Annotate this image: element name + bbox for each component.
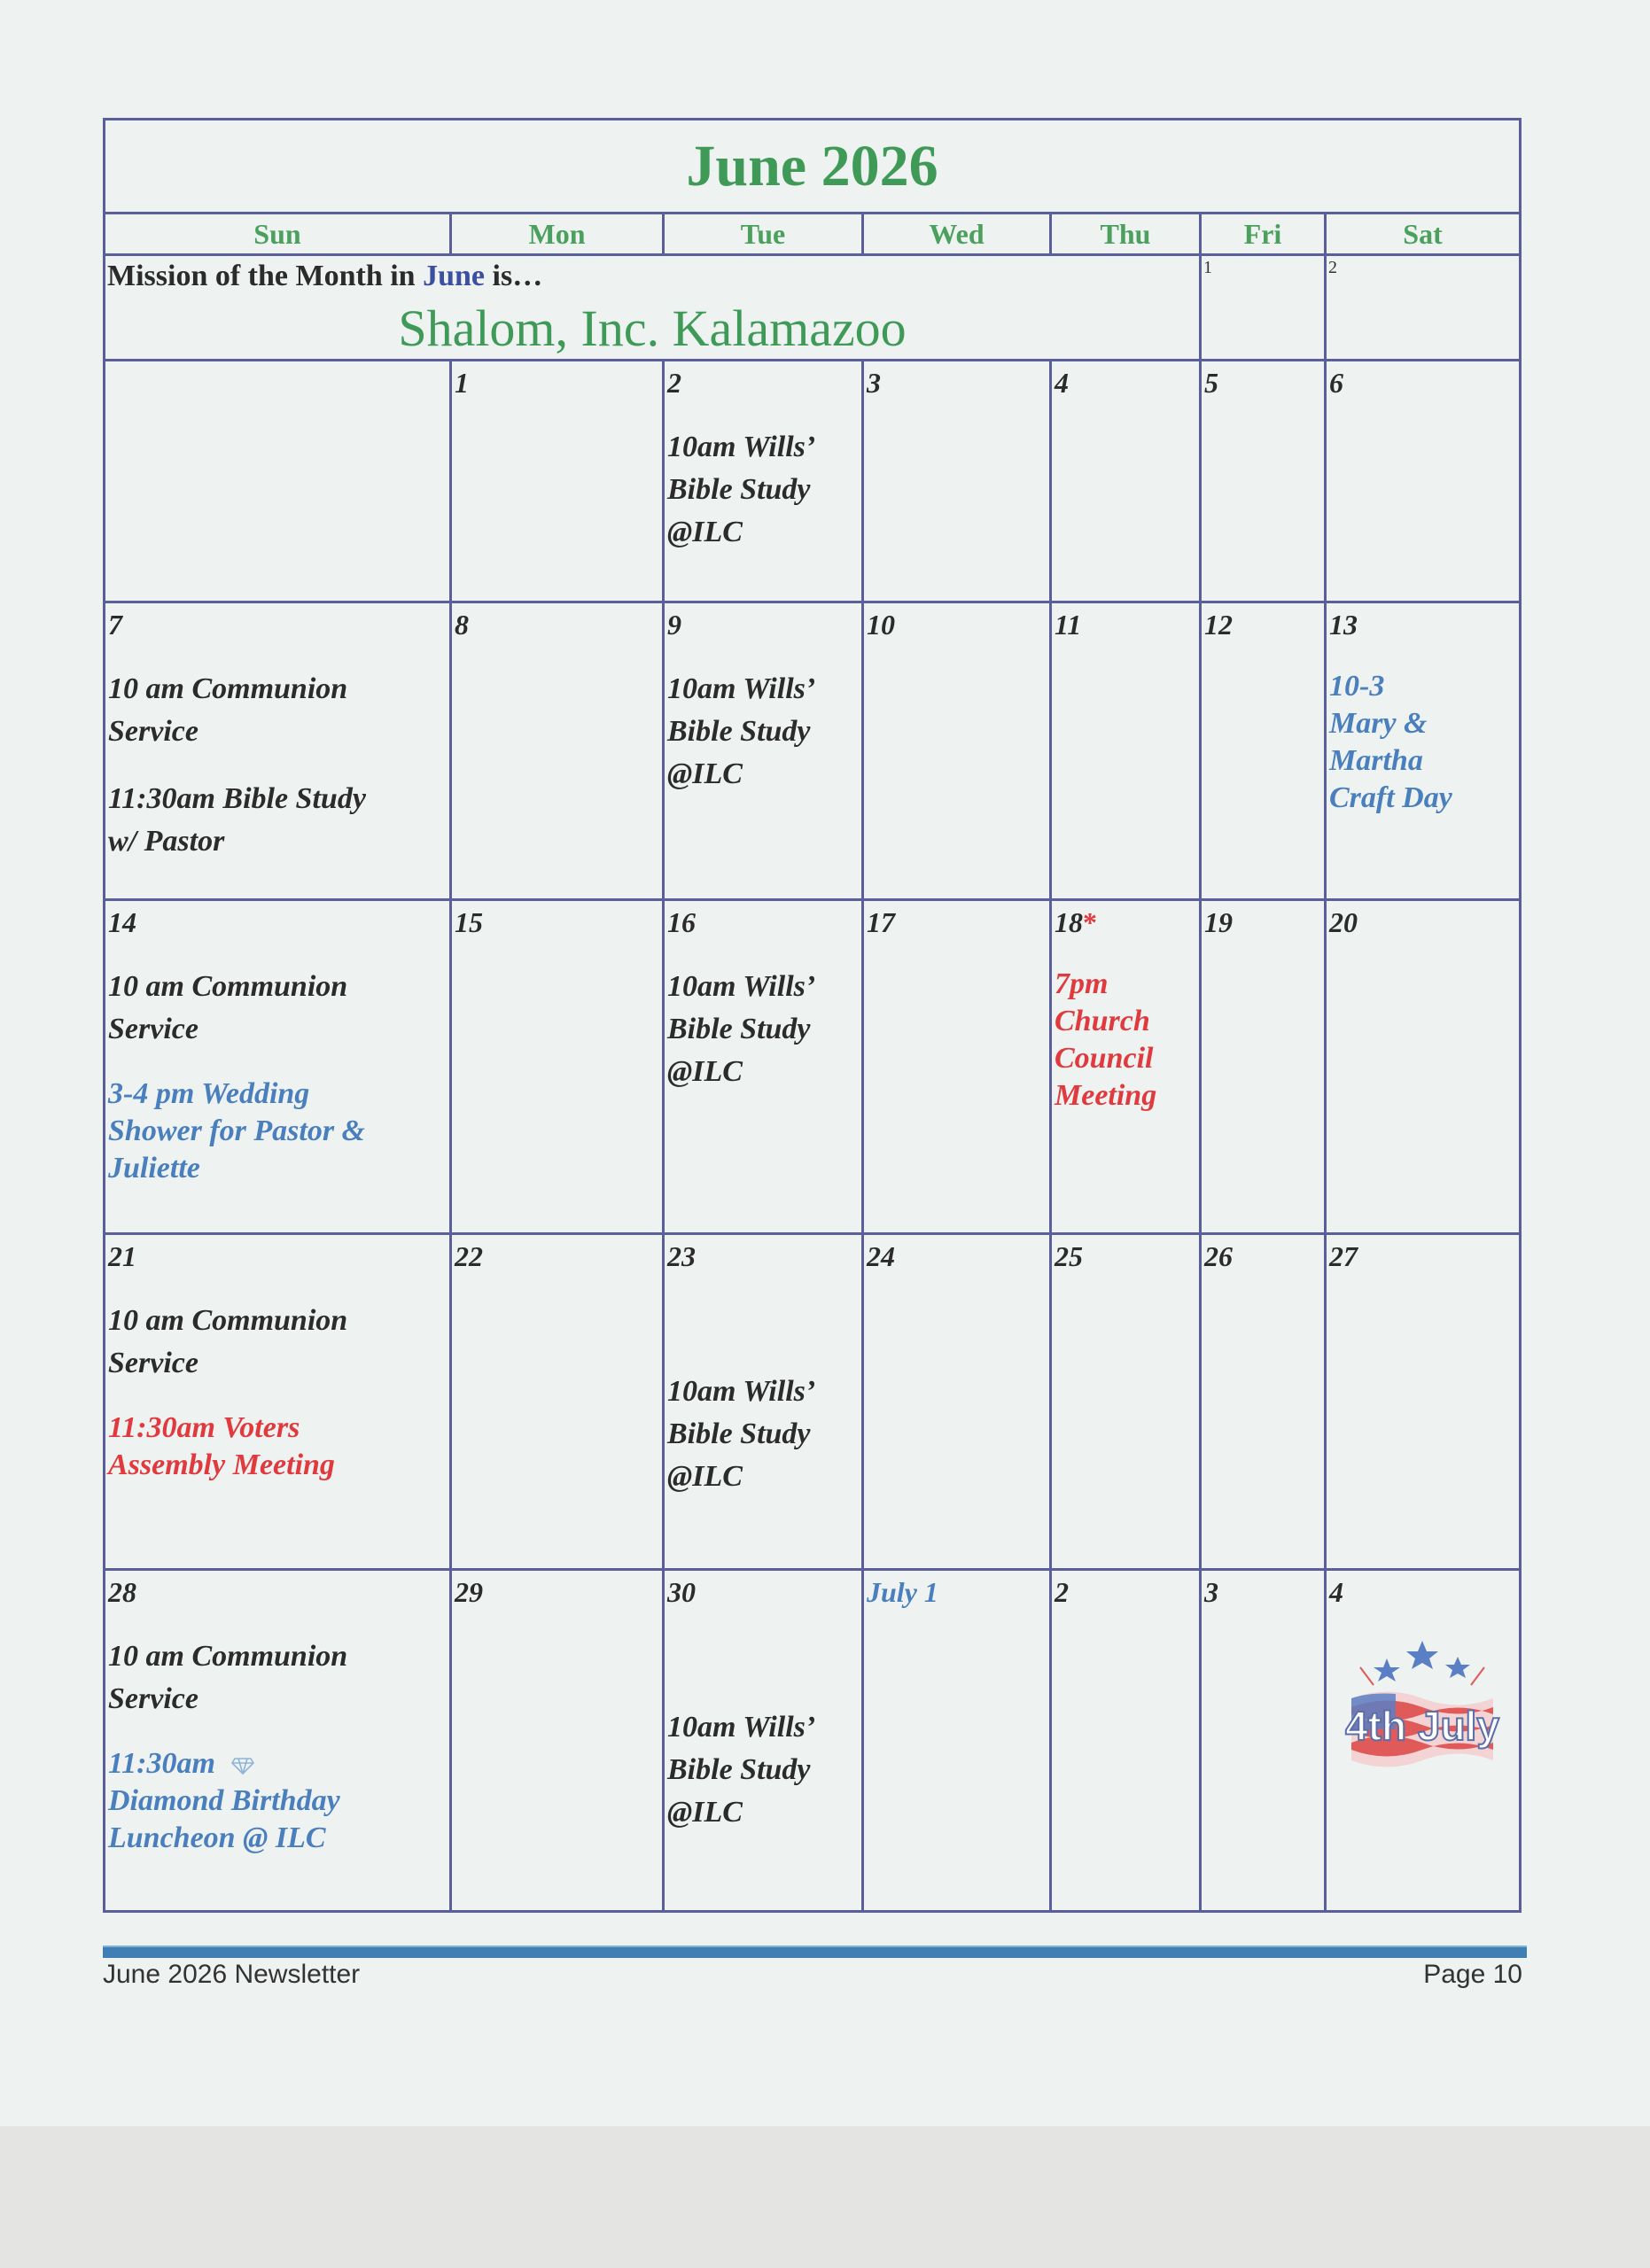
- event-text: Bible Study: [667, 715, 811, 748]
- event-text-row: [105, 1745, 449, 1783]
- event-text: Mary &: [1329, 707, 1428, 740]
- calendar-table: [103, 118, 1522, 1913]
- day-cell: [664, 361, 863, 602]
- event-text: Martha: [1329, 744, 1423, 777]
- event-text: Assembly Meeting: [108, 1449, 335, 1481]
- event-text: 11:30am Voters: [108, 1411, 300, 1444]
- badge-text: 4th July: [1345, 1703, 1499, 1749]
- event-text: Luncheon @ ILC: [108, 1821, 326, 1854]
- day-cell: [863, 900, 1051, 1234]
- day-of-week-header: [105, 214, 1521, 255]
- day-cell: [664, 900, 863, 1234]
- day-number: 7: [108, 609, 122, 641]
- event-text: Juliette: [108, 1152, 200, 1184]
- footer-page-number: Page 10: [1423, 1960, 1522, 1989]
- event-text: 11:30am: [108, 1747, 215, 1780]
- day-number: 4: [1055, 367, 1069, 399]
- event-text: 10am Wills’: [667, 1711, 816, 1744]
- event-text: 10am Wills’: [667, 970, 816, 1003]
- event-text: 10-3: [1329, 670, 1385, 703]
- day-cell: [664, 602, 863, 900]
- day-cell: [664, 1234, 863, 1570]
- day-cell: [1201, 1570, 1326, 1912]
- event-text: 10 am Communion: [108, 672, 348, 705]
- dow-thu: Thu: [1051, 214, 1201, 255]
- day-cell: [1051, 1234, 1201, 1570]
- day-number-value: 18: [1055, 906, 1083, 938]
- event-text: 7pm: [1055, 967, 1109, 1000]
- mission-prefix: Mission of the Month in: [107, 260, 424, 292]
- day-number: 2: [1328, 258, 1337, 277]
- day-number: 22: [455, 1240, 483, 1272]
- day-number: 8: [455, 609, 469, 641]
- day-number: 26: [1204, 1240, 1233, 1272]
- day-number: 23: [667, 1240, 696, 1272]
- day-number: 15: [455, 906, 483, 938]
- mission-suffix: is…: [485, 260, 543, 292]
- day-cell: [1051, 361, 1201, 602]
- day-number: 4: [1329, 1576, 1343, 1608]
- day-number: 16: [667, 906, 696, 938]
- event-text: 10am Wills’: [667, 672, 816, 705]
- week-row: [105, 900, 1521, 1234]
- day-cell: [451, 602, 664, 900]
- dow-mon: Mon: [451, 214, 664, 255]
- mission-line: [105, 256, 1199, 293]
- day-cell: [1201, 602, 1326, 900]
- day-cell: [863, 1234, 1051, 1570]
- day-number: 10: [867, 609, 895, 641]
- day-cell: [863, 1570, 1051, 1912]
- day-cell: [1201, 361, 1326, 602]
- event-text: Service: [108, 1682, 198, 1715]
- event-text: w/ Pastor: [108, 825, 225, 858]
- day-cell-prev-sat: [1326, 255, 1521, 361]
- event-text: Meeting: [1055, 1079, 1157, 1112]
- day-number: 21: [108, 1240, 136, 1272]
- day-cell: [1051, 602, 1201, 900]
- event-text: 10 am Communion: [108, 970, 348, 1003]
- event-text: Bible Study: [667, 1418, 811, 1450]
- day-cell: [451, 1234, 664, 1570]
- asterisk-mark: *: [1083, 906, 1097, 938]
- event-text: Bible Study: [667, 1753, 811, 1786]
- day-number: 9: [667, 609, 681, 641]
- event-text: 3-4 pm Wedding: [108, 1077, 310, 1110]
- day-cell: [1326, 1570, 1521, 1912]
- event-text: @ILC: [667, 516, 743, 548]
- week-row: [105, 1570, 1521, 1912]
- event-text: @ILC: [667, 757, 743, 790]
- mission-month: June: [423, 260, 486, 292]
- day-number: July 1: [867, 1576, 938, 1608]
- day-cell: [105, 602, 451, 900]
- day-number: 24: [867, 1240, 895, 1272]
- event-text: Diamond Birthday: [108, 1784, 340, 1817]
- day-number: 30: [667, 1576, 696, 1608]
- day-cell: [105, 1570, 451, 1912]
- mission-of-month-cell: [105, 255, 1201, 361]
- footer-rule: [103, 1946, 1527, 1958]
- fourth-of-july-badge-icon: [1334, 1632, 1511, 1774]
- day-number: 14: [108, 906, 136, 938]
- day-number: 12: [1204, 609, 1233, 641]
- day-number: 3: [1204, 1576, 1218, 1608]
- day-number: 29: [455, 1576, 483, 1608]
- week-row: [105, 361, 1521, 602]
- event-text: 11:30am Bible Study: [108, 782, 366, 815]
- day-number: 6: [1329, 367, 1343, 399]
- day-number: 25: [1055, 1240, 1083, 1272]
- dow-sat: Sat: [1326, 214, 1521, 255]
- day-cell: [451, 1570, 664, 1912]
- footer-newsletter-label: June 2026 Newsletter: [103, 1960, 361, 1989]
- dow-fri: Fri: [1201, 214, 1326, 255]
- day-cell: [451, 361, 664, 602]
- event-text: Service: [108, 1013, 198, 1045]
- event-text: Church: [1055, 1005, 1150, 1037]
- day-cell: [664, 1570, 863, 1912]
- week-row: [105, 602, 1521, 900]
- day-cell: [863, 602, 1051, 900]
- day-cell: [1326, 602, 1521, 900]
- event-text: Service: [108, 715, 198, 748]
- calendar-title: June 2026: [105, 120, 1521, 214]
- event-text: 10am Wills’: [667, 1375, 816, 1408]
- event-text: @ILC: [667, 1055, 743, 1088]
- event-text: Shower for Pastor &: [108, 1115, 365, 1147]
- day-cell: [863, 361, 1051, 602]
- day-number: 1: [1203, 258, 1212, 277]
- event-text: Bible Study: [667, 473, 811, 506]
- day-number: 3: [867, 367, 881, 399]
- event-text: Craft Day: [1329, 781, 1452, 814]
- mission-name: Shalom, Inc. Kalamazoo: [398, 299, 907, 357]
- day-cell: [1051, 1570, 1201, 1912]
- event-text: 10 am Communion: [108, 1640, 348, 1673]
- day-number: 11: [1055, 609, 1082, 641]
- day-cell: [1326, 1234, 1521, 1570]
- event-text: 10am Wills’: [667, 431, 816, 463]
- day-number: 1: [455, 367, 469, 399]
- day-number: 2: [667, 367, 681, 399]
- day-number: 28: [108, 1576, 136, 1608]
- day-cell: [1326, 900, 1521, 1234]
- week-row: [105, 1234, 1521, 1570]
- day-number: 17: [867, 906, 895, 938]
- event-text: Service: [108, 1347, 198, 1379]
- day-cell-empty: [105, 361, 451, 602]
- event-text: 10 am Communion: [108, 1304, 348, 1337]
- diamond-icon: [231, 1757, 254, 1775]
- day-number: [1052, 901, 1199, 939]
- day-cell-prev-fri: [1201, 255, 1326, 361]
- day-number: 13: [1329, 609, 1358, 641]
- dow-sun: Sun: [105, 214, 451, 255]
- event-text: Bible Study: [667, 1013, 811, 1045]
- scan-background-strip: [0, 2126, 1650, 2268]
- dow-tue: Tue: [664, 214, 863, 255]
- day-number: 19: [1204, 906, 1233, 938]
- event-text: @ILC: [667, 1460, 743, 1493]
- event-text: @ILC: [667, 1796, 743, 1829]
- day-number: 27: [1329, 1240, 1358, 1272]
- day-cell: [1051, 900, 1201, 1234]
- day-cell: [1326, 361, 1521, 602]
- day-cell: [105, 1234, 451, 1570]
- day-number: 5: [1204, 367, 1218, 399]
- day-cell: [105, 900, 451, 1234]
- day-cell: [451, 900, 664, 1234]
- day-cell: [1201, 900, 1326, 1234]
- day-number: 2: [1055, 1576, 1069, 1608]
- day-cell: [1201, 1234, 1326, 1570]
- event-text: Council: [1055, 1042, 1154, 1075]
- dow-wed: Wed: [863, 214, 1051, 255]
- day-number: 20: [1329, 906, 1358, 938]
